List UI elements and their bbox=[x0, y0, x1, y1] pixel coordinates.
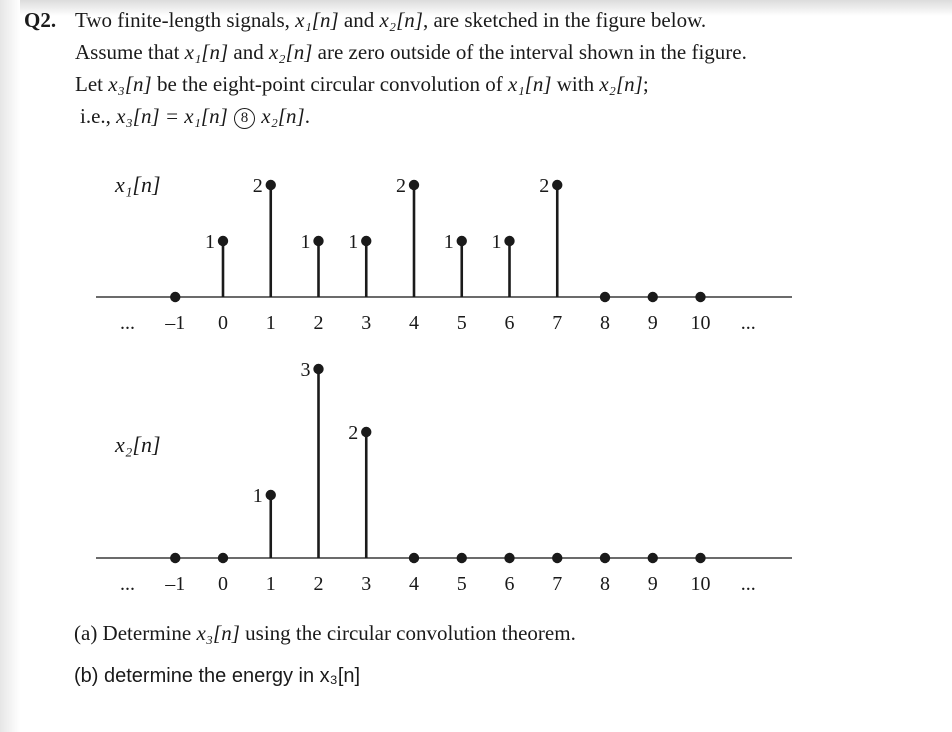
x2-zero-dot bbox=[648, 553, 658, 563]
x1-stem-dot bbox=[313, 236, 323, 246]
x2-zero-dot bbox=[409, 553, 419, 563]
x2-zero-dot bbox=[600, 553, 610, 563]
x1-tick-label: 2 bbox=[313, 312, 324, 334]
x2-stem-dot bbox=[361, 427, 371, 437]
x2-tick-label: 10 bbox=[690, 573, 711, 595]
x1-stem-dot bbox=[361, 236, 371, 246]
x1-value-label: 1 bbox=[491, 231, 502, 253]
x2-tick-label: 2 bbox=[313, 573, 324, 595]
x1-stem-dot bbox=[218, 236, 228, 246]
x2-tick-label: 4 bbox=[409, 573, 419, 595]
x1-tick-label: 0 bbox=[218, 312, 228, 334]
x1-tick-label: 9 bbox=[647, 312, 658, 334]
x2-tick-label: 1 bbox=[265, 573, 276, 595]
x2-value-label: 1 bbox=[252, 485, 263, 507]
part-a-text: (a) Determine x₃[n] using the circular convolution theorem. bbox=[74, 621, 576, 645]
x1-value-label: 2 bbox=[252, 175, 263, 197]
x1-zero-dot bbox=[600, 292, 610, 302]
circular-convolution-symbol: 8 bbox=[234, 108, 255, 129]
x1-tick-label: 3 bbox=[361, 312, 372, 334]
part-b-text: (b) determine the energy in x₃[n] bbox=[74, 665, 361, 687]
x1-tick-label: 10 bbox=[690, 312, 711, 334]
x2-value-label: 3 bbox=[300, 359, 311, 381]
x2-tick-label: 7 bbox=[552, 573, 563, 595]
x2-zero-dot bbox=[170, 553, 180, 563]
x2-value-label: 2 bbox=[348, 422, 359, 444]
x1-value-label: 1 bbox=[348, 231, 359, 253]
x2-tick-label: 0 bbox=[218, 573, 228, 595]
x2-zero-dot bbox=[457, 553, 467, 563]
x1-tick-label: 8 bbox=[600, 312, 610, 334]
question-equation: i.e., x₃[n] = x₁[n] 8 x₂[n]. bbox=[80, 104, 310, 128]
x1-stem-dot bbox=[266, 180, 276, 190]
x2-tick-label: –1 bbox=[165, 573, 186, 595]
x1-tick-label: 7 bbox=[552, 312, 563, 334]
question-line-1: Two finite-length signals, x₁[n] and x₂[n], are sketched in the figure below. bbox=[75, 8, 707, 32]
x1-tick-label: 1 bbox=[265, 312, 276, 334]
question-line-2: Assume that x₁[n] and x₂[n] are zero outside of the interval shown in the figure. bbox=[75, 40, 747, 64]
x1-value-label: 1 bbox=[205, 231, 215, 253]
x2-zero-dot bbox=[552, 553, 562, 563]
x1-zero-dot bbox=[648, 292, 658, 302]
x1-stem-dot bbox=[409, 180, 419, 190]
x1-tick-label: ... bbox=[740, 312, 756, 334]
x1-stem-dot bbox=[504, 236, 514, 246]
x2-tick-label: 9 bbox=[647, 573, 658, 595]
x2-tick-label: ... bbox=[120, 573, 135, 595]
x1-value-label: 2 bbox=[396, 175, 406, 197]
question-line-3: Let x₃[n] be the eight-point circular convolution of x₁[n] with x₂[n]; bbox=[75, 72, 649, 96]
x1-value-label: 2 bbox=[539, 175, 550, 197]
x1-value-label: 1 bbox=[300, 231, 311, 253]
x2-tick-label: 6 bbox=[504, 573, 515, 595]
x2-tick-label: 3 bbox=[361, 573, 372, 595]
x1-tick-label: 6 bbox=[504, 312, 515, 334]
x1-tick-label: 5 bbox=[456, 312, 467, 334]
x1-tick-label: –1 bbox=[165, 312, 186, 334]
x1-tick-label: ... bbox=[120, 312, 135, 334]
question-number: Q2. bbox=[24, 8, 57, 32]
x1-ylabel: x₁[n] bbox=[115, 172, 161, 197]
x1-zero-dot bbox=[695, 292, 705, 302]
x1-zero-dot bbox=[170, 292, 180, 302]
x2-zero-dot bbox=[218, 553, 228, 563]
x2-tick-label: 5 bbox=[456, 573, 467, 595]
x2-stem-dot bbox=[266, 490, 276, 500]
x1-stem-dot bbox=[552, 180, 562, 190]
x2-zero-dot bbox=[504, 553, 514, 563]
x2-tick-label: ... bbox=[740, 573, 756, 595]
x2-tick-label: 8 bbox=[600, 573, 610, 595]
x1-tick-label: 4 bbox=[409, 312, 419, 334]
x2-ylabel: x₂[n] bbox=[115, 432, 161, 457]
x1-stem-dot bbox=[457, 236, 467, 246]
x2-stem-dot bbox=[313, 364, 323, 374]
x2-zero-dot bbox=[695, 553, 705, 563]
x1-value-label: 1 bbox=[443, 231, 454, 253]
